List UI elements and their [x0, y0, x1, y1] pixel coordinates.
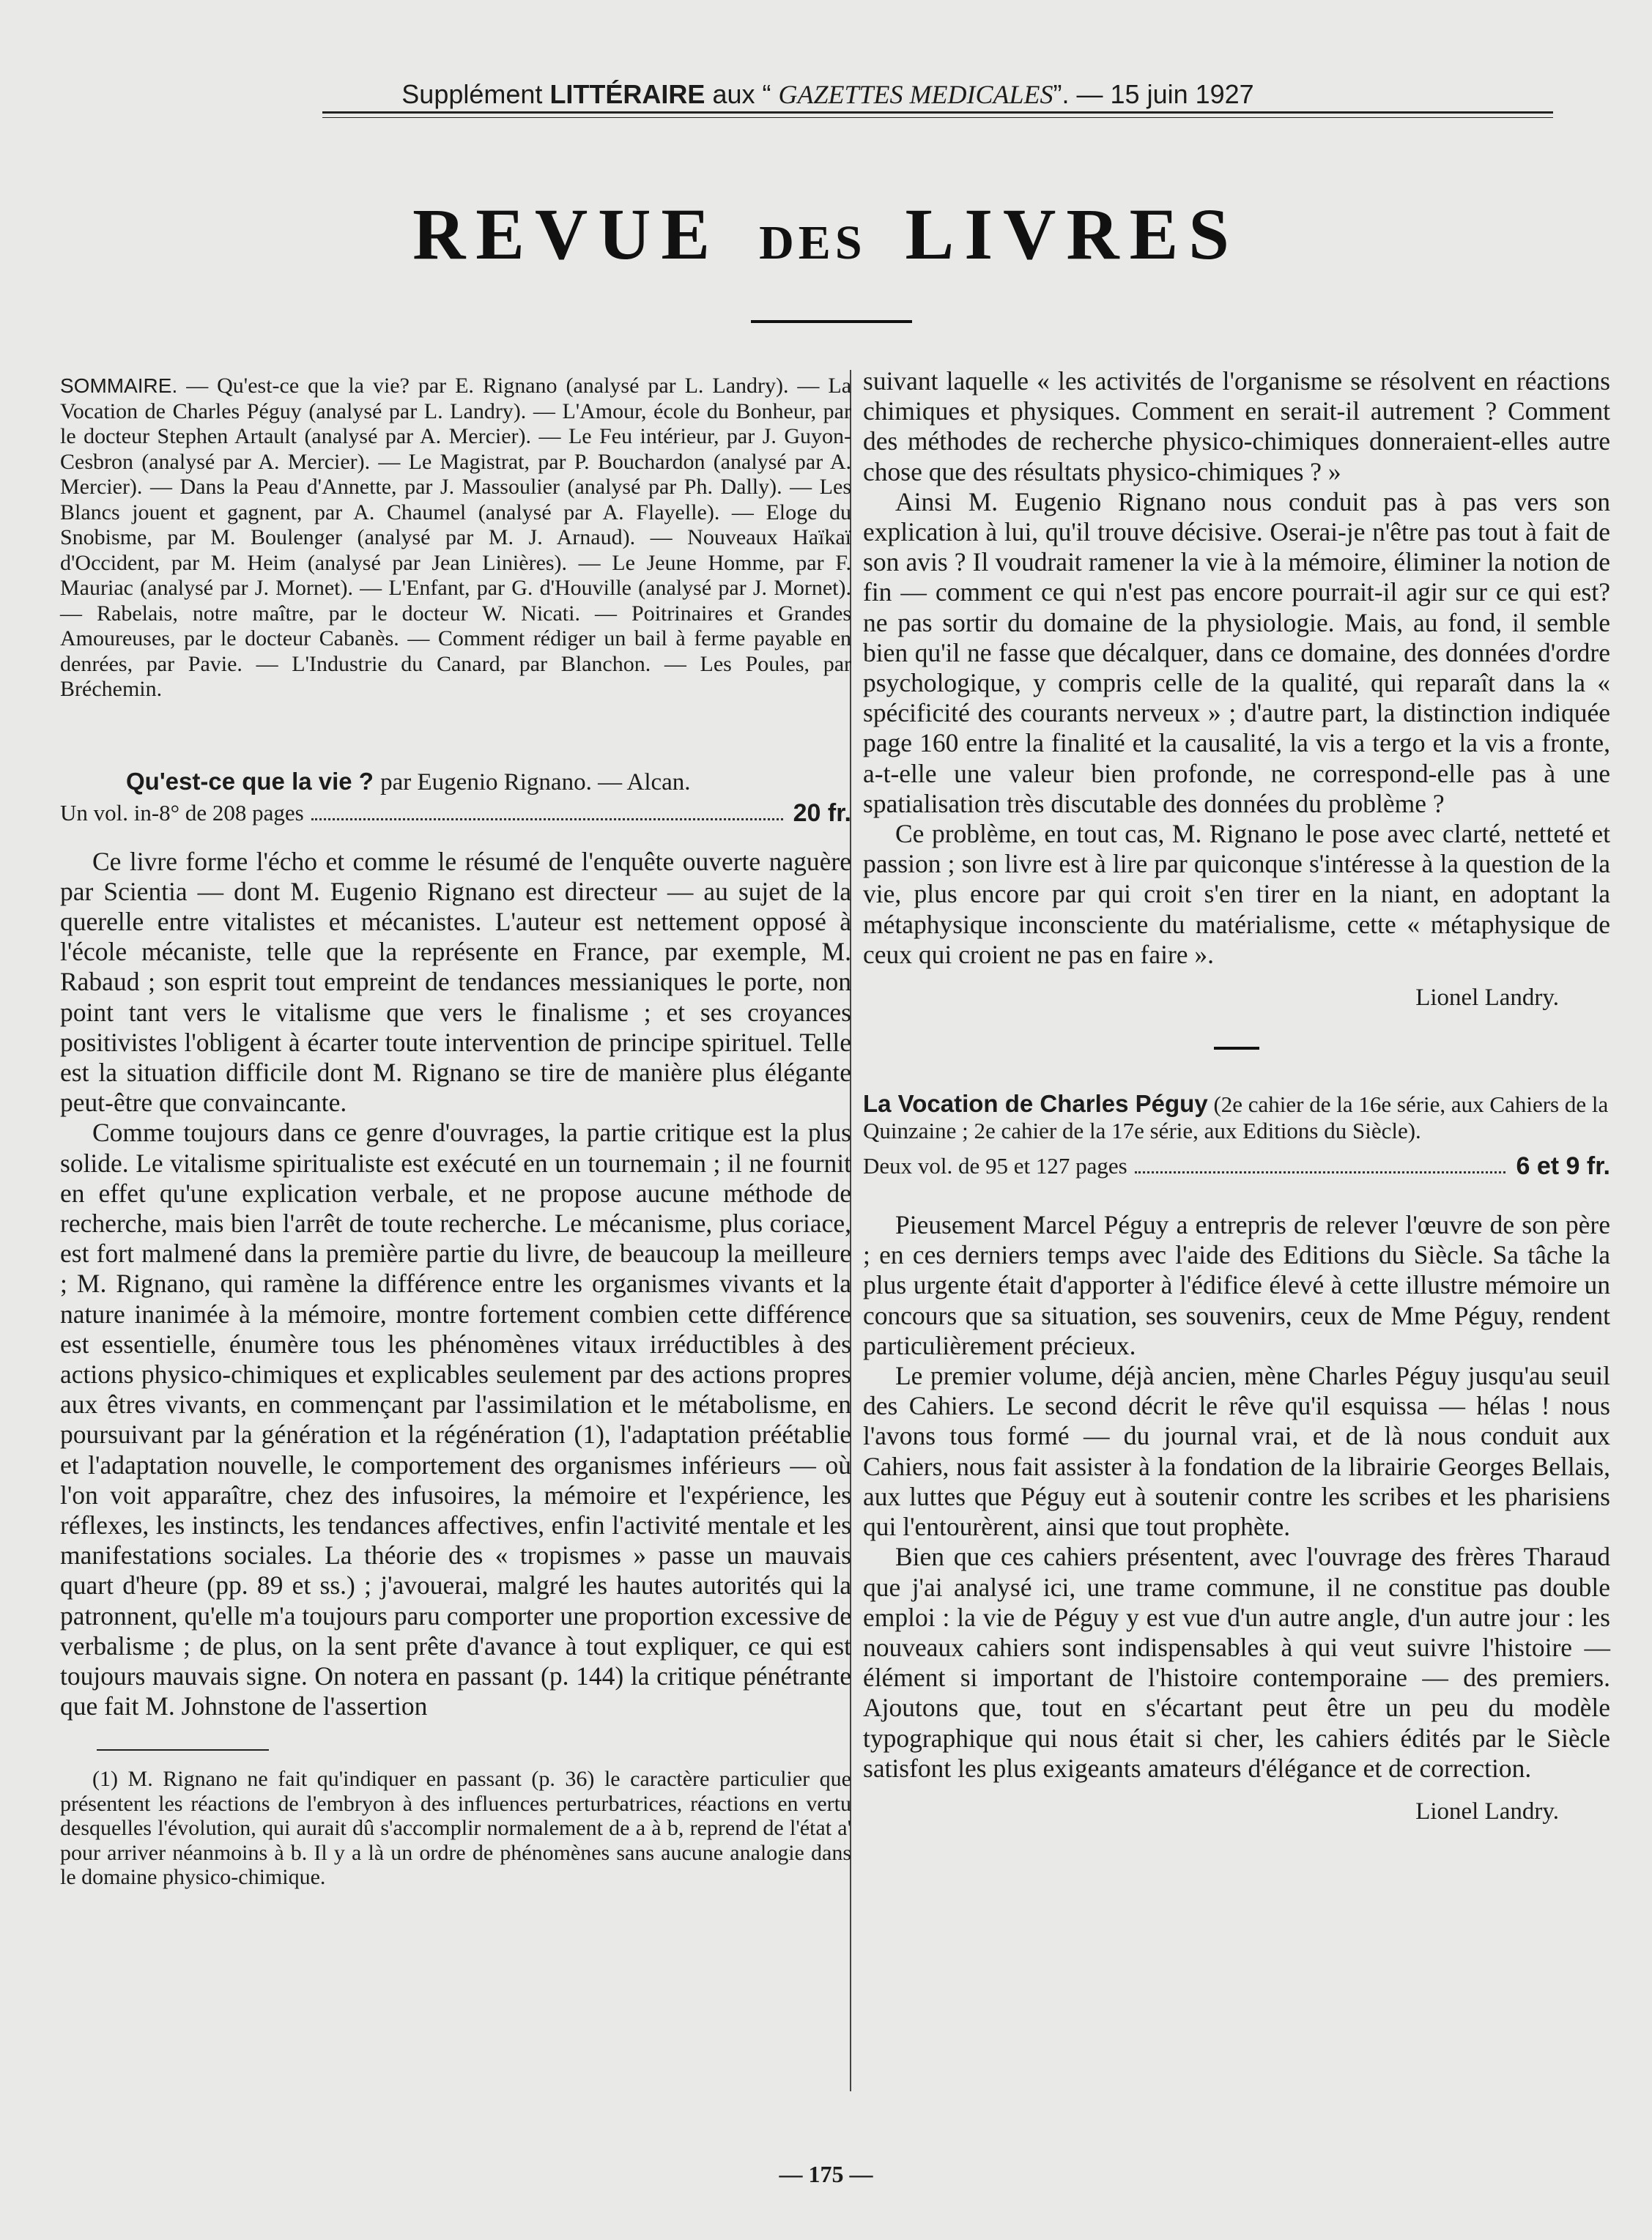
paragraph: Le premier volume, déjà ancien, mène Charles Péguy jusqu'au seuil des Cahiers. Le second décrit le rêve qu'il esquissa — hélas ! nous l'avons tous formé — du journal vrai, et de là nous conduit aux Cahiers, nous fait assister à la fondation de la librairie Georges Bellais, aux luttes que Péguy eut à soutenir contre les scribes et les pharisiens qui l'entourèrent, ainsi que tout prophète.: [863, 1361, 1610, 1542]
review1-title-line: [60, 767, 851, 797]
paragraph: Bien que ces cahiers présentent, avec l'ouvrage des frères Tharaud que j'ai analysé ici, une trame commune, il ne constitue pas double emploi : la vie de Péguy y est vue d'un autre angle, d'un autre jour : les nouveaux cahiers sont indispensables à qui veut suivre l'histoire — élément si important de l'histoire contemporaine — des premiers. Ajoutons que, tout en s'écartant peut être un peu du modèle typographique qui nous était si cher, les cahiers édités par le Siècle satisfont les plus exigeants amateurs d'élégance et de correction.: [863, 1542, 1610, 1783]
running-head-suffix: ”. — 15 juin 1927: [1053, 79, 1254, 109]
footnote-rule: [97, 1749, 269, 1751]
page-number: — 175 —: [779, 2161, 873, 2187]
running-head: [344, 79, 1311, 110]
paragraph: Ce livre forme l'écho et comme le résumé de l'enquête ouverte naguère par Scientia — dont M. Eugenio Rignano est directeur — au sujet de la querelle entre vitalistes et mécanistes. L'auteur est nettement opposé à l'école mécaniste, telle que la représente en France, par exemple, M. Rabaud ; son esprit tout empreint de tendances messianiques le porte, non point tant vers le vitalisme que vers le finalisme ; et ses croyances positivistes l'obligent à écarter toute intervention de principe spirituel. Telle est la situation difficile dont M. Rignano se tire de manière plus élégante peut-être que convaincante.: [60, 846, 851, 1118]
section-rule: [1214, 1047, 1259, 1050]
sommaire-label: SOMMAIRE.: [60, 374, 178, 397]
left-column: [60, 366, 851, 1890]
right-column: [848, 366, 1610, 1825]
review2-price-line: [863, 1151, 1610, 1181]
review2-volume: Deux vol. de 95 et 127 pages: [863, 1153, 1127, 1179]
paragraph: Pieusement Marcel Péguy a entrepris de relever l'œuvre de son père ; en ces derniers temps avec l'aide des Editions du Siècle. Sa tâche la plus urgente était d'apporter à l'édifice élevé à cette illustre mémoire un concours que sa situation, ses souvenirs, ceux de Mme Péguy, rendent particulièrement précieux.: [863, 1210, 1610, 1360]
title-livres: LIVRES: [905, 193, 1240, 275]
title-rule: [751, 320, 912, 323]
review2-body: [863, 1210, 1610, 1784]
paragraph: suivant laquelle « les activités de l'organisme se résolvent en réactions chimiques et physiques. Comment en serait-il autrement ? Comment des méthodes de recherche physico-chimiques donneraient-elles autre chose que des résultats physico-chimiques ? »: [863, 366, 1610, 486]
running-head-mid: aux “: [712, 79, 771, 109]
paragraph: Ce problème, en tout cas, M. Rignano le pose avec clarté, netteté et passion ; son livre est à lire par quiconque s'intéresse à la question de la vie, plus encore par qui croit s'en tirer en la niant, en adoptant la métaphysique inconsciente du matérialisme, cette « métaphysique de ceux qui croient ne pas en faire ».: [863, 819, 1610, 969]
running-head-prefix: Supplément: [401, 79, 543, 109]
review1-title: Qu'est-ce que la vie ?: [126, 767, 374, 795]
running-head-journal: GAZETTES MEDICALES: [778, 80, 1053, 109]
review1-price: 20 fr.: [793, 798, 851, 827]
review1-body-right: [863, 366, 1610, 970]
review2-price: 6 et 9 fr.: [1516, 1152, 1610, 1181]
head-rule-bottom: [322, 117, 1553, 118]
footnote: (1) M. Rignano ne fait qu'indiquer en passant (p. 36) le caractère particulier que présentent les réactions de l'embryon à des influences perturbatrices, réactions en vertu desquelles l'évolution, qui aurait dû s'accomplir normalement de a à b, reprend de l'état a' pour arriver néanmoins à b. Il y a là un ordre de phénomènes sans aucune analogie dans le domaine physico-chimique.: [60, 1767, 851, 1890]
review1-volume: Un vol. in-8° de 208 pages: [60, 799, 304, 826]
running-head-bold: LITTÉRAIRE: [549, 79, 705, 109]
review1-price-line: [60, 798, 851, 828]
right-column-content: [848, 366, 1610, 1825]
paragraph: Comme toujours dans ce genre d'ouvrages, la partie critique est la plus solide. Le vitalisme spiritualiste est exécuté en un tournemain ; il ne fournit en effet qu'une explication verbale, et ne propose aucune méthode de recherche, mais bien l'arrêt de toute recherche. Le mécanisme, plus coriace, est fort malmené dans la première partie du livre, de beaucoup la meilleure ; M. Rignano, qui ramène la différence entre les organismes vivants et la nature inanimée à la mémoire, montre fortement combien cette différence est essentielle, énumère tous les phénomènes vitaux irréductibles à des actions physico-chimiques et explicables seulement par des actions propres aux êtres vivants, en commençant par l'assimilation et le métabolisme, en poursuivant par la génération et la régénération (1), l'adaptation préétablie et l'adaptation nouvelle, le comportement des organismes inférieurs — où l'on voit apparaître, chez des infusoires, la mémoire et l'expérience, les réflexes, les instincts, les tendances affectives, enfin l'activité mentale et les manifestations sociales. La théorie des « tropismes » passe un mauvais quart d'heure (pp. 89 et ss.) ; j'avouerai, malgré les hautes autorités qui la patronnent, qu'elle m'a toujours paru comporter une proportion excessive de verbalisme ; de plus, on la sent prête d'avance à tout expliquer, ce qui est toujours mauvais signe. On notera en passant (p. 144) la critique pénétrante que fait M. Johnstone de l'assertion: [60, 1118, 851, 1721]
review2-signature: Lionel Landry.: [1415, 1798, 1559, 1825]
title-des: DES: [759, 216, 867, 270]
head-rule-top: [322, 111, 1553, 114]
review2-details: (2e cahier de la 16e série, aux Cahiers de la Quinzaine ; 2e cahier de la 17e série, aux Editions du Siècle).: [863, 1091, 1609, 1144]
review2-header: [863, 1091, 1610, 1181]
review1-body-left: [60, 847, 851, 1722]
dot-leader: [1135, 1171, 1506, 1173]
review2-title-block: [863, 1091, 1610, 1144]
paragraph: Ainsi M. Eugenio Rignano nous conduit pas à pas vers son explication à lui, qu'il trouve décisive. Oserai-je n'être pas tout à fait de son avis ? Il voudrait ramener la vie à la mémoire, éliminer la notion de fin — comment ce qui n'est pas encore pourrait-il agir sur ce qui est? ne pas sortir du domaine de la physiologie. Mais, au fond, il semble bien qu'il ne fasse que décalquer, dans ce domaine, des données d'ordre psychologique, y compris celle de la qualité, qui reparaît dans la « spécificité des courants nerveux » ; d'autre part, la distinction indiquée page 160 entre la finalité et la causalité, la vis a tergo et la vis a fronte, a-t-elle une valeur bien profonde, ne correspond-elle pas à une spatialisation très discutable des données du problème ?: [863, 486, 1610, 818]
page-title: [0, 192, 1652, 276]
sommaire: [60, 374, 851, 702]
sommaire-text: — Qu'est-ce que la vie? par E. Rignano (analysé par L. Landry). — La Vocation de Charles Péguy (analysé par L. Landry). — L'Amour, école du Bonheur, par le docteur Stephen Artault (analysé par A. Mercier). — Le Feu intérieur, par J. Guyon-Cesbron (analysé par A. Mercier). — Le Magistrat, par P. Bouchardon (analysé par A. Mercier). — Dans la Peau d'Annette, par J. Massoulier (analysé par Ph. Dally). — Les Blancs jouent et gagnent, par A. Chaumel (analysé par A. Flayelle). — Eloge du Snobisme, par M. Boulenger (analysé par M. J. Arnaud). — Nouveaux Haïkaï d'Occident, par M. Heim (analysé par Jean Linières). — Le Jeune Homme, par F. Mauriac (analysé par J. Mornet). — L'Enfant, par G. d'Houville (analysé par J. Mornet). — Rabelais, notre maître, par le docteur W. Nicati. — Poitrinaires et Grandes Amoureuses, par le docteur Cabanès. — Comment rédiger un bail à ferme payable en denrées, par Pavie. — L'Industrie du Canard, par Blanchon. — Les Poules, par Bréchemin.: [60, 374, 852, 701]
review1-signature: Lionel Landry.: [1415, 984, 1559, 1012]
dot-leader: [311, 818, 783, 820]
title-revue: REVUE: [412, 193, 721, 275]
review1-header: [60, 767, 851, 828]
review2-title: La Vocation de Charles Péguy: [863, 1090, 1208, 1118]
review1-author: par Eugenio Rignano. — Alcan.: [380, 768, 691, 796]
